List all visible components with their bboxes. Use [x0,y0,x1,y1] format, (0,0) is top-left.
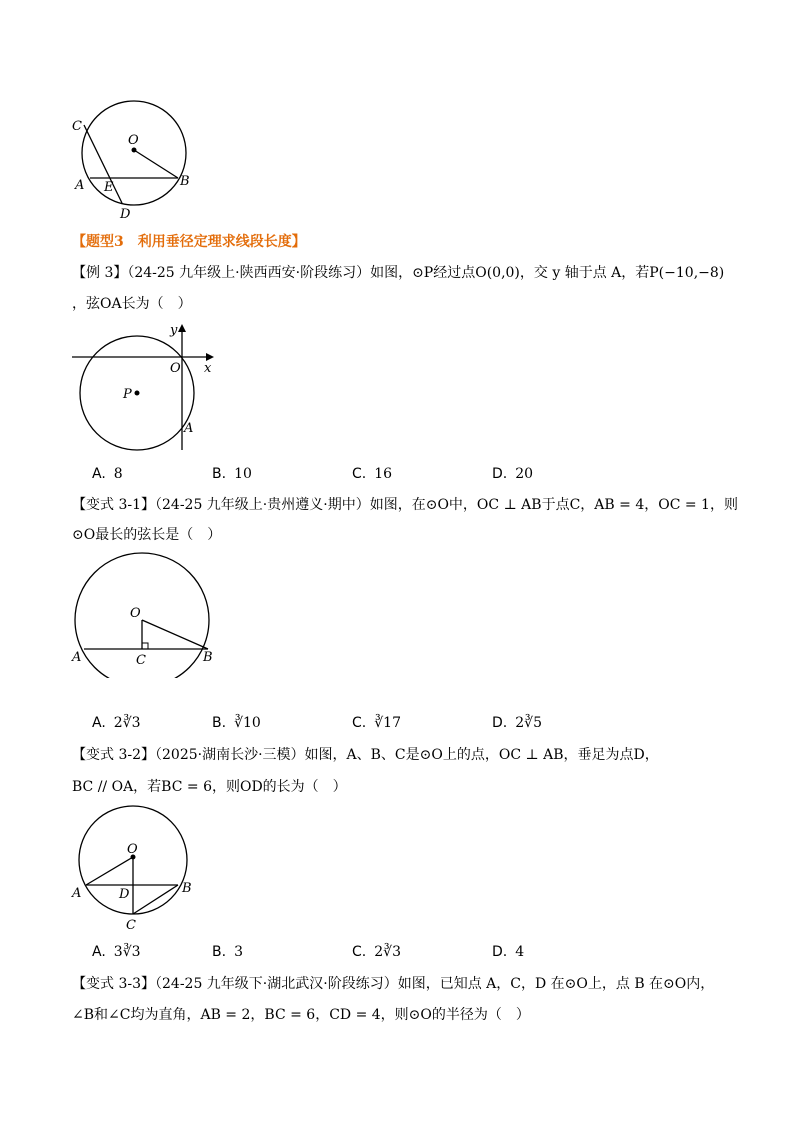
label-C: C [72,119,82,134]
option-d[interactable]: D. 20 [492,466,534,482]
variant-3-2-line2: BC // OA，若BC = 6，则OD的长为（ ） [72,779,347,795]
variant-3-3-text: 如图，已知点 A，C，D 在⊙O上，点 B 在⊙O内， [397,976,715,992]
label-E: E [104,180,114,195]
option-c[interactable]: C. 16 [352,466,393,482]
variant-3-1-tag: 【变式 3-1】 [72,497,155,513]
label-A: A [75,178,85,193]
label-B: B [182,881,192,896]
example-3-source: （24-25 九年级上·陕西西安·阶段练习） [127,265,371,281]
variant-3-3-tag: 【变式 3-3】 [72,976,155,992]
example-3-line1 [72,263,724,283]
label-D: D [119,887,130,902]
variant-3-3-source: （24-25 九年级下·湖北武汉·阶段练习） [155,976,398,992]
option-a[interactable]: A. 3∛3 [92,944,141,960]
label-D: D [120,207,131,222]
option-c[interactable]: C. 2∛3 [352,944,401,960]
label-O: O [127,842,138,857]
figure-coordinate-circle [70,320,220,455]
label-A: A [72,650,82,665]
label-x: x [204,361,212,376]
figure-parallel-chord [70,802,210,932]
variant-3-2-source: （2025·湖南长沙·三模） [155,747,305,763]
variant-3-2-tag: 【变式 3-2】 [72,747,155,763]
variant-3-1-line2: ⊙O最长的弦长是（ ） [72,527,222,543]
option-c[interactable]: C. ∛17 [352,715,401,731]
example-3-options [92,466,692,486]
variant-3-1-text: 如图，在⊙O中，OC ⊥ AB于点C，AB = 4，OC = 1，则 [369,497,738,513]
option-d[interactable]: D. 4 [492,944,525,960]
option-a[interactable]: A. 8 [92,466,123,482]
variant-3-3-line2: ∠B和∠C均为直角，AB = 2，BC = 6，CD = 4，则⊙O的半径为（ ） [72,1007,530,1023]
label-A: A [184,421,194,436]
option-a[interactable]: A. 2∛3 [92,715,141,731]
label-y: y [170,323,178,338]
example-3-tag: 【例 3】 [72,265,128,281]
variant-3-2-options [92,944,692,964]
variant-3-2-line1 [72,745,659,765]
example-3-text: 如图，⊙P经过点O(0,0)，交 y 轴于点 A，若P(−10,−8) [370,265,725,281]
variant-3-1-options [92,715,692,735]
label-P: P [123,387,132,402]
label-O: O [130,606,141,621]
section-heading: 【题型3 利用垂径定理求线段长度】 [72,234,306,250]
figure-perpendicular-chord [70,548,230,678]
label-B: B [180,174,190,189]
option-b[interactable]: B. 10 [212,466,252,482]
figure-circle-chord-1 [70,98,200,223]
option-d[interactable]: D. 2∛5 [492,715,542,731]
label-O: O [170,361,181,376]
label-C: C [136,653,146,668]
label-C: C [126,918,136,932]
example-3-line2: ，弦OA长为（ ） [72,296,192,312]
variant-3-1-source: （24-25 九年级上·贵州遵义·期中） [155,497,370,513]
option-b[interactable]: B. ∛10 [212,715,261,731]
variant-3-3-line1 [72,974,714,994]
variant-3-1-line1 [72,495,738,515]
label-O: O [128,133,139,148]
label-A: A [72,886,82,901]
variant-3-2-text: 如图，A、B、C是⊙O上的点，OC ⊥ AB，垂足为点D， [304,747,659,763]
option-b[interactable]: B. 3 [212,944,243,960]
label-B: B [203,650,213,665]
